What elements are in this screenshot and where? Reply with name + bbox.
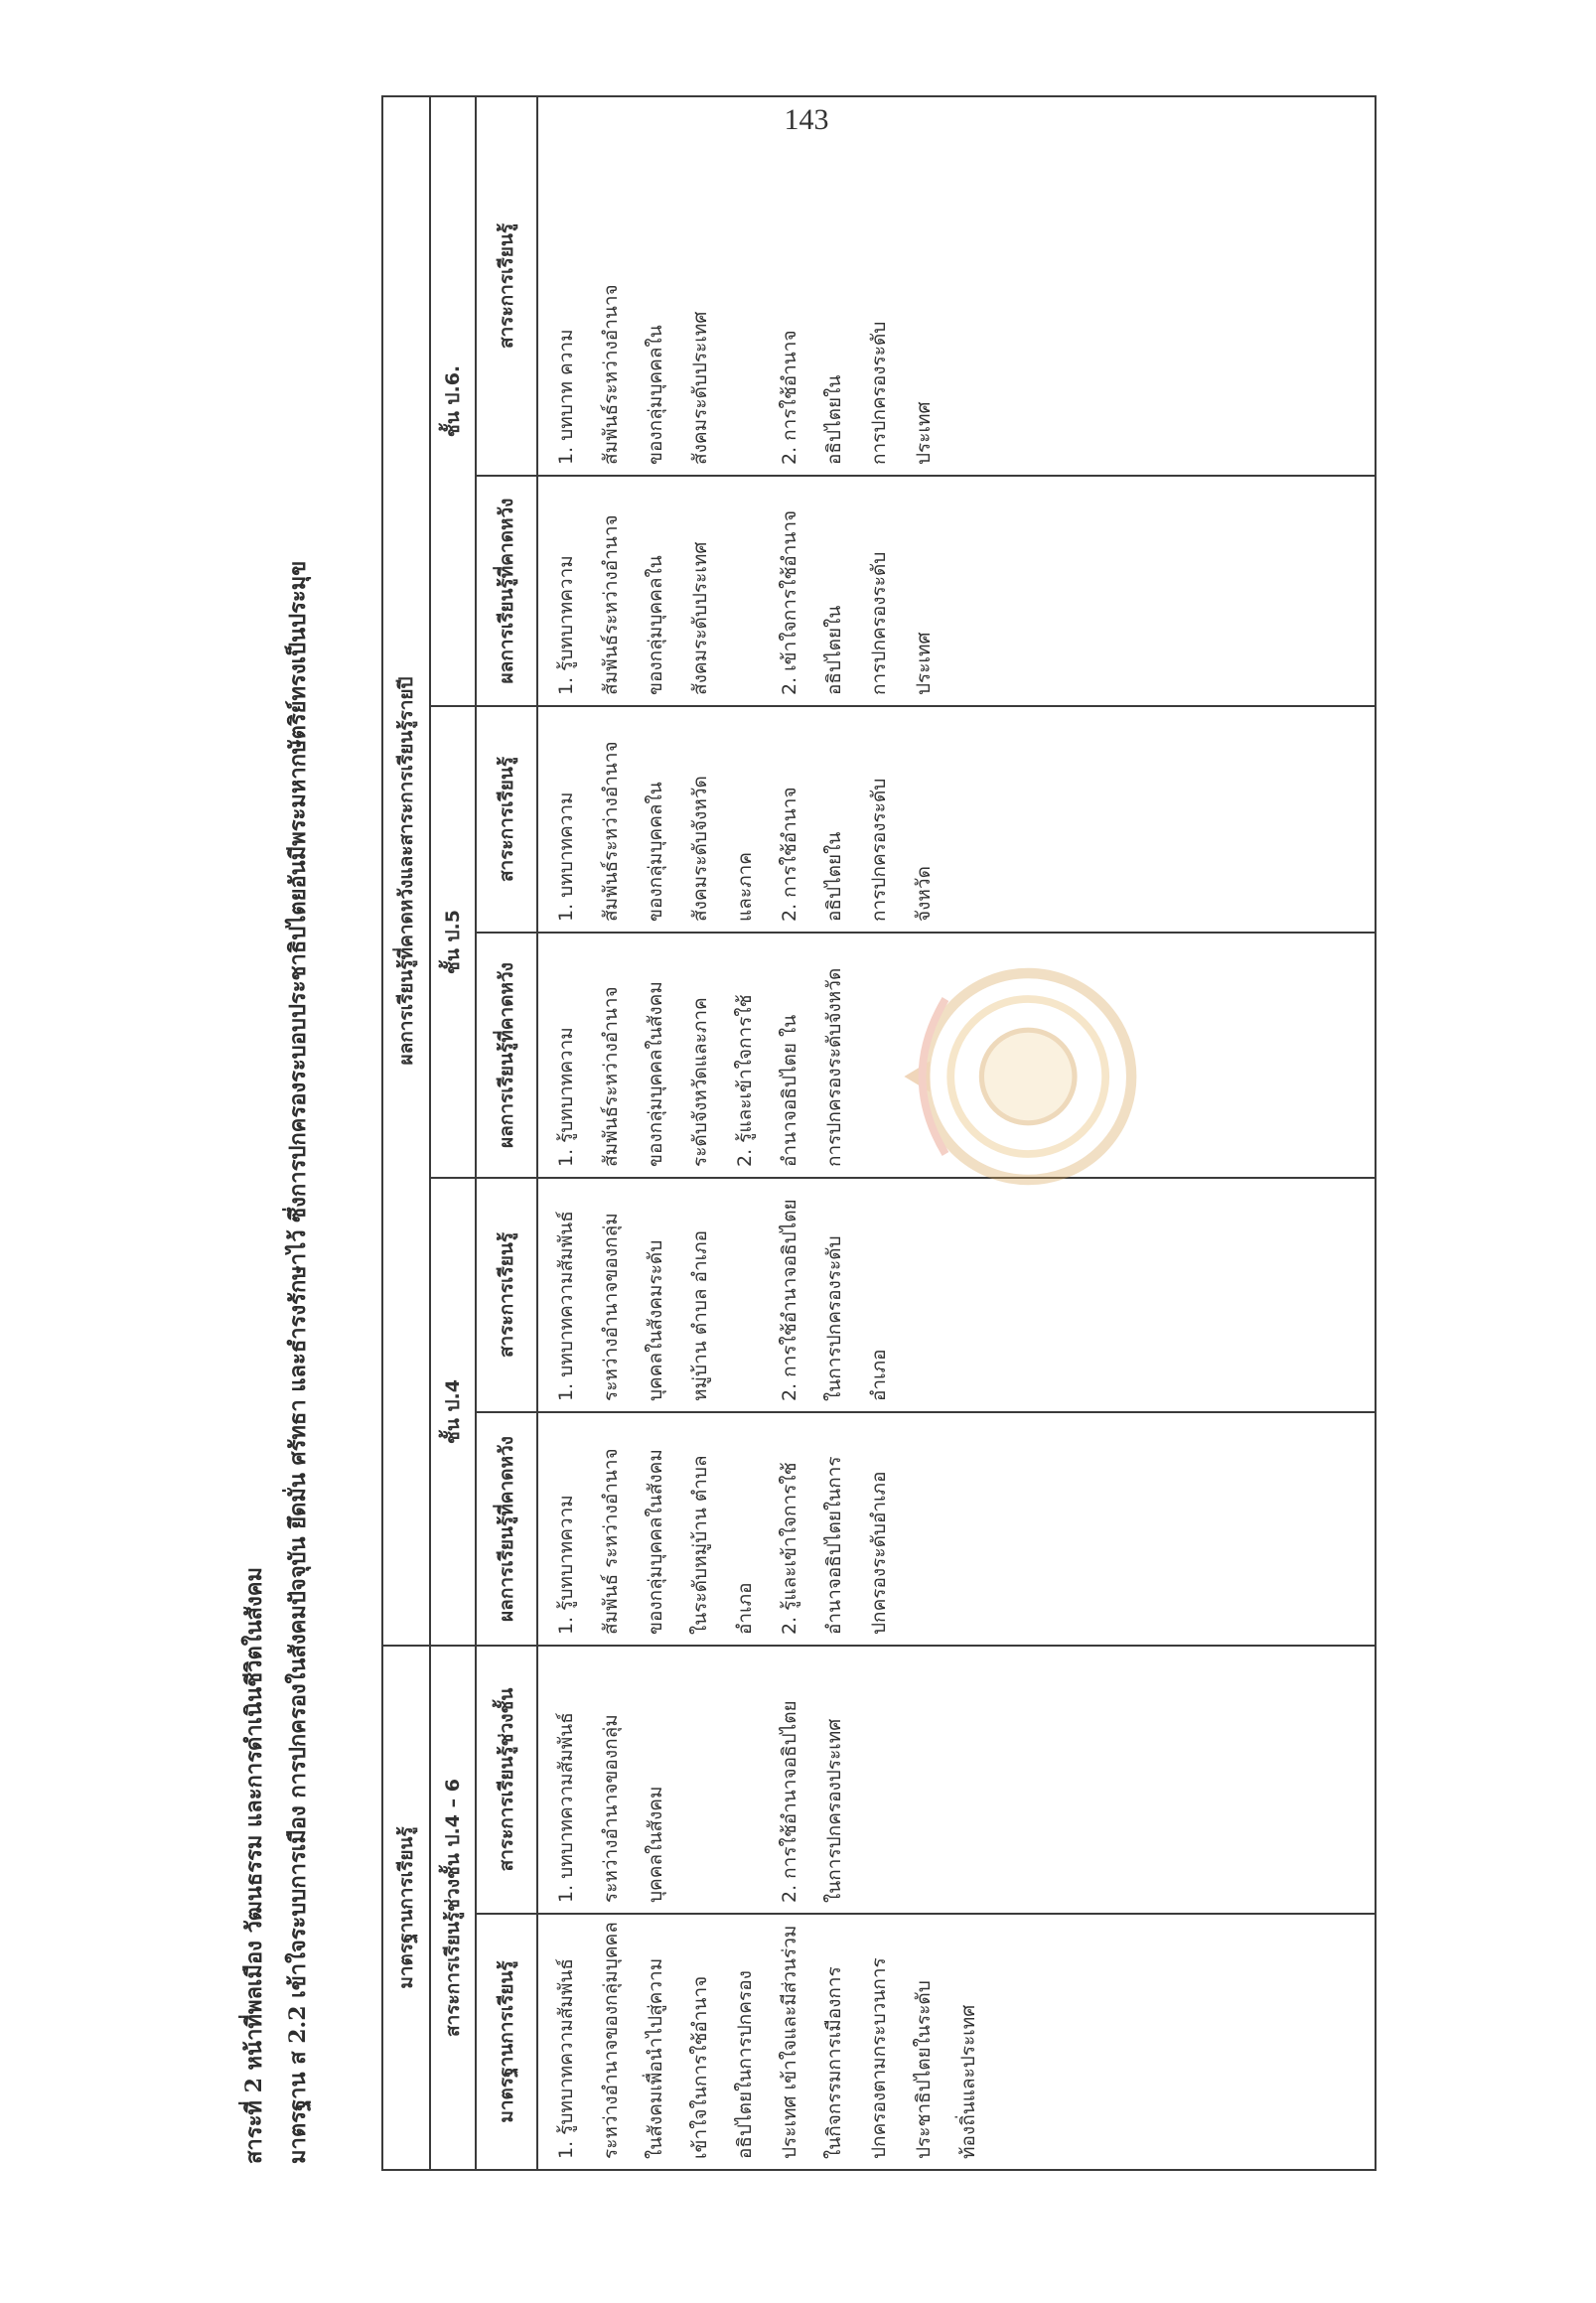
page-number: 143 — [784, 103, 829, 136]
cell-line: สัมพันธ์ ระหว่างอำนาจ — [600, 1448, 622, 1635]
cell-line: 1. รู้บทบาทความ — [555, 555, 577, 695]
cell-line: สัมพันธ์ระหว่างอำนาจ — [600, 986, 622, 1167]
cell-line: 2. การใช้อำนาจ — [779, 330, 800, 465]
cell-line: บุคคลในสังคม — [645, 1786, 666, 1903]
cell-line: สังคมระดับจังหวัด — [689, 776, 711, 922]
cell-line: ในสังคมเพื่อนำไปสู่ความ — [645, 1957, 666, 2159]
cell-line: อำนาจอธิปไตย ใน — [779, 1014, 800, 1167]
cell-line: ประเทศ เข้าใจและมีส่วนร่วม — [779, 1925, 800, 2159]
cell-line: การปกครองระดับ — [868, 321, 890, 465]
cell-line: ท้องถิ่นและประเทศ — [957, 2004, 979, 2159]
curriculum-table-wrapper — [381, 97, 1377, 2171]
cell-line: ของกลุ่มบุคคลใน — [645, 555, 666, 695]
cell-range-content — [537, 1646, 1376, 1914]
cell-line: การปกครองระดับ — [868, 778, 890, 922]
cell-line: ของกลุ่มบุคคลใน — [645, 325, 666, 465]
cell-line: ประเทศ — [913, 401, 935, 465]
cell-line: สัมพันธ์ระหว่างอำนาจ — [600, 741, 622, 922]
cell-line: ประชาธิปไตยในระดับ — [913, 1980, 935, 2159]
cell-line — [723, 1189, 768, 1401]
cell-line: ในการปกครองระดับ — [823, 1235, 845, 1401]
col-header-g5-outcome: ผลการเรียนรู้ที่คาดหวัง — [476, 933, 537, 1178]
cell-line: ระดับจังหวัดและภาค — [689, 997, 711, 1167]
cell-line: ในกิจกรรมการเมืองการ — [823, 1966, 845, 2159]
cell-g4-content — [537, 1178, 1376, 1412]
cell-line: เข้าใจในการใช้อำนาจ — [689, 1975, 711, 2159]
col-header-g4-content: สาระการเรียนรู้ — [476, 1178, 537, 1412]
cell-line: 1. บทบาทความสัมพันธ์ — [555, 1211, 577, 1401]
header-annual-outcomes: ผลการเรียนรู้ที่คาดหวังและสาระการเรียนรู้รายปี — [382, 96, 430, 1646]
cell-line: การปกครองระดับจังหวัด — [823, 967, 845, 1167]
cell-line: อธิปไตยใน — [823, 605, 845, 695]
cell-line: 2. เข้าใจการใช้อำนาจ — [779, 509, 800, 695]
cell-line — [723, 487, 768, 695]
cell-line: และภาค — [734, 852, 756, 922]
cell-line: ปกครองตามกระบวนการ — [868, 1957, 890, 2159]
cell-line: อำนาจอธิปไตยในการ — [823, 1456, 845, 1635]
cell-line: จังหวัด — [913, 866, 935, 922]
strand-heading: สาระที่ 2 หน้าที่พลเมือง วัฒนธรรม และการดำเนินชีวิตในสังคม — [241, 1567, 267, 2164]
cell-line: อธิปไตยใน — [823, 374, 845, 465]
cell-line: 2. รู้และเข้าใจการใช้ — [779, 1462, 800, 1635]
col-header-g6-content: สาระการเรียนรู้ — [476, 96, 537, 476]
col-header-g5-content: สาระการเรียนรู้ — [476, 706, 537, 933]
cell-line — [723, 107, 768, 465]
cell-line: ระหว่างอำนาจของกลุ่มบุคคล — [600, 1922, 622, 2159]
cell-line: ประเทศ — [913, 632, 935, 695]
cell-line: อธิปไตยในการปกครอง — [734, 1970, 756, 2159]
cell-g4-outcome — [537, 1412, 1376, 1646]
cell-line: 1. บทบาท ความ — [555, 329, 577, 465]
cell-g5-content — [537, 706, 1376, 933]
col-header-g4-outcome: ผลการเรียนรู้ที่คาดหวัง — [476, 1412, 537, 1646]
col-header-standard: มาตรฐานการเรียนรู้ — [476, 1914, 537, 2170]
cell-g6-outcome — [537, 476, 1376, 706]
cell-line: บุคคลในสังคมระดับ — [645, 1239, 666, 1401]
header-standards-group: มาตรฐานการเรียนรู้ — [382, 1646, 430, 2170]
cell-line: 1. บทบาทความ — [555, 792, 577, 922]
cell-line: 2. การใช้อำนาจอธิปไตย — [779, 1199, 800, 1401]
curriculum-table — [381, 95, 1377, 2171]
cell-standard — [537, 1914, 1376, 2170]
cell-line: 1. รู้บทบาทความ — [555, 1027, 577, 1167]
cell-line: ระหว่างอำนาจของกลุ่ม — [600, 1714, 622, 1903]
cell-line: ปกครองระดับอำเภอ — [868, 1471, 890, 1635]
cell-line: สังคมระดับประเทศ — [689, 541, 711, 695]
cell-line: อำเภอ — [868, 1349, 890, 1401]
cell-line: ในการปกครองประเทศ — [823, 1718, 845, 1903]
header-grade-5: ชั้น ป.5 — [430, 706, 476, 1178]
cell-line: ในระดับหมู่บ้าน ตำบล — [689, 1455, 711, 1635]
emblem-seal-icon — [894, 947, 1152, 1206]
col-header-range-content: สาระการเรียนรู้ช่วงชั้น — [476, 1646, 537, 1914]
cell-line: 1. รู้บทบาทความ — [555, 1495, 577, 1635]
standard-heading: มาตรฐาน ส 2.2 เข้าใจระบบการเมือง การปกครองในสังคมปัจจุบัน ยึดมั่น ศรัทธา และธำรงรักษาไว้ ซึ่งการปกครองระบอบประชาธิปไตยอันมีพระมหากษัตริย์ทรงเป็นประมุข — [285, 560, 311, 2164]
cell-line: สังคมระดับประเทศ — [689, 311, 711, 465]
header-grade-4: ชั้น ป.4 — [430, 1178, 476, 1646]
cell-line: หมู่บ้าน ตำบล อำเภอ — [689, 1229, 711, 1401]
cell-line: สัมพันธ์ระหว่างอำนาจ — [600, 284, 622, 465]
cell-line: อธิปไตยใน — [823, 831, 845, 922]
cell-line — [723, 1656, 768, 1903]
cell-line: การปกครองระดับ — [868, 551, 890, 695]
cell-line — [678, 1656, 723, 1903]
cell-line: 2. การใช้อำนาจ — [779, 787, 800, 922]
cell-line: ของกลุ่มบุคคลในสังคม — [645, 981, 666, 1167]
cell-line: 1. บทบาทความสัมพันธ์ — [555, 1712, 577, 1903]
cell-line: สัมพันธ์ระหว่างอำนาจ — [600, 514, 622, 695]
cell-line: 2. รู้และเข้าใจการใช้ — [734, 994, 756, 1167]
cell-g6-content — [537, 96, 1376, 476]
cell-line: 1. รู้บทบาทความสัมพันธ์ — [555, 1957, 577, 2159]
cell-line: 2. การใช้อำนาจอธิปไตย — [779, 1700, 800, 1903]
col-header-g6-outcome: ผลการเรียนรู้ที่คาดหวัง — [476, 476, 537, 706]
header-grade-6: ชั้น ป.6. — [430, 96, 476, 706]
cell-line: ระหว่างอำนาจของกลุ่ม — [600, 1213, 622, 1401]
header-standards-subgroup: สาระการเรียนรู้ช่วงชั้น ป.4 – 6 — [430, 1646, 476, 2170]
cell-line: อำเภอ — [734, 1582, 756, 1635]
cell-line: ของกลุ่มบุคคลในสังคม — [645, 1449, 666, 1635]
cell-line: ของกลุ่มบุคคลใน — [645, 782, 666, 922]
